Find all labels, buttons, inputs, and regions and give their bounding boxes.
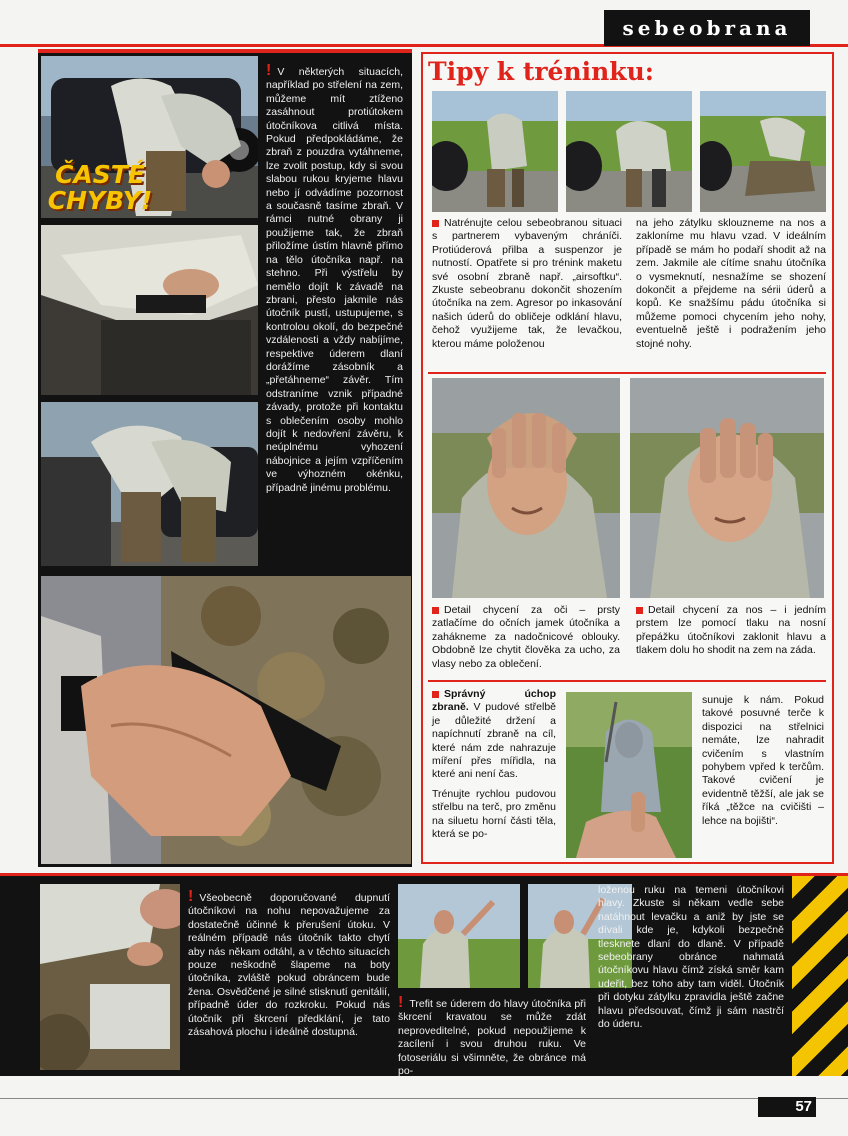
photo-pistol-closeup [41,576,411,864]
grip-text2: Trénujte rychlou pudovou střelbu na terč, pro změnu na siluetu horní části těla, která se po- [432,787,556,841]
left-text [266,64,403,495]
photo-nose-grab [630,378,824,598]
caption-eyes-text: Detail chycení za oči – prsty zatlačíme do očních jamek útočníka a zahákneme za nadočnicové oblouky. Obdobně lze chytit člověka za ucho, za vlasy nebo za oblečení. [432,604,620,670]
tips-col2-text: na jeho zátylku sklouzneme na nos a zakloníme mu hlavu vzad. V ideálním případě se mám ho podaří shodit až na zem. Jakmile ale cítíme snahu útočníka o vysmeknutí, nesnažíme se shození dokončit a přejdeme na sérii úderů a kopů. Ke snažšímu pádu útočníka si můžeme pomoci chycením jeho nohy, eventuelně ještě i podražením jeho stojné nohy. [636,217,826,350]
photo-drawing-pistol [41,225,258,395]
bottom-text2-body: Trefit se úderem do hlavy útočníka při škrcení kravatou se může zdát neproveditelné, pokud nepoužijeme k zacílení i svou druhou ruku. Ve fotoseriálu si všimněte, že obránce má po- [398,998,586,1078]
common-mistakes-heading: ČASTÉ CHYBY! [47,160,153,215]
grip-title: Správný úchop zbraně. [432,688,556,714]
photo-eye-grab [432,378,620,598]
left-text-body: V některých situacích, například po střelení na zem, můžeme mít ztíženo zasáhnout protiútokem útočníkova citlivá místa. Pokud předpokládáme, že zbraň z pouzdra vytáhneme, lze zvolit postup, kdy si svou slabou rukou kryjeme hlavu nebo jí odvádíme pozornost a současně tasíme zbraň. V rámci nutné obrany ji použijeme tak, že zbraň přiložíme ústím hlavně přímo na tělo útočníka např. na stehno. Při výstřelu by nemělo dojít k závadě na zbrani, přesto jakmile nás útočník pustí, ustupujeme, s kontrolou okolí, do bezpečné vzdálenosti a vždy nabíjíme, respektive úderem dlaní dorážíme zásobník a „přetáhneme“ závěr. Tím odstraníme vznik případné závady, protože při kontaktu s oblečením osoby mohlo dojít k nedovření závěru, k neúplnému vyhození nábojnice a jejím vzpříčením ve výhozném okénku, případně jinému problému. [266,66,403,494]
photo-strike-1 [398,884,520,988]
photo-training-3 [700,91,826,212]
photo-target-aim [566,692,692,858]
bottom-text2 [398,996,586,1078]
grip-text3: sunuje k nám. Pokud takové posuvné terče k dispozici na střelnici nemáte, lze nahradit cvičením s vlastním pohybem vpřed k terčům. Takové cvičení je evidentně těžší, ale jak se říká „těžce na cvičišti – lehce na bojišti“. [702,694,824,827]
bullet-icon [432,691,439,698]
tips-title: Tipy k tréninku: [428,57,655,86]
photo-bent-over [41,402,258,566]
caption-nose [636,604,826,658]
page-number: 57 [795,1098,812,1115]
bottom-text1 [188,890,390,1039]
hazard-stripes [792,876,848,1076]
section-label-box [604,10,810,46]
bullet-icon [432,607,439,614]
bullet-icon [432,220,439,227]
grip-text1: V pudové střelbě je důležité držení a napíchnutí zbraně na cíl, které nám zde nahrazuje míření přes mířidla, na které ani není čas. [432,701,556,781]
photo-training-1 [432,91,558,212]
grip-text-right [702,694,824,828]
exclamation-icon: ! [188,888,194,905]
bottom-text3 [598,884,784,1031]
photo-car-struggle [41,56,258,218]
tips-col1-text: Natrénujte celou sebeobranou situaci s partnerem vybaveným chráníči. Protiúderová přilba a suspenzor je nutností. Opatřete si pro trénink maketu své osobní zbraně např. „airsoftku“. Zkuste sebeobranu dokončit shozením útočníka na zem. Agresor po inkasování našich úderů do obličeje odklání hlavu, čehož využijeme tak, že levačkou, kterou máme položenou [432,217,622,350]
exclamation-icon: ! [266,62,272,79]
section-label: sebeobrana [622,16,792,40]
caption-eyes [432,604,620,671]
page-number-box [758,1097,816,1117]
exclamation-icon: ! [398,994,404,1011]
photo-groin-grab [40,884,180,1070]
tips-col1 [432,217,622,351]
grip-text-left [432,688,556,841]
caption-nose-text: Detail chycení za nos – i jedním prstem lze pomocí tlaku na nosní přepážku útočníkovi zaklonit hlavu a tlakem dolu ho shodit na zem na záda. [636,604,826,657]
bottom-text3-body: loženou ruku na temeni útočníkovi hlavy. Zkuste si někam vedle sebe natáhnout levačku a aniž by jste se dívali kde je, kdykoli bezpečně tlesknete dlaní do dlaně. V případě sebeobrany obránce nahmatá útočníkovu hlavu čímž získá směr kam udeřit, bez toho aby tam viděl. Útočník při dotyku zátylku zpravidla ještě začne hlavu předsouvat, čímž ji sám nastrčí do úderu. [598,884,784,1031]
tips-col2 [636,217,826,351]
photo-training-2 [566,91,692,212]
bottom-text1-body: Všeobecně doporučované dupnutí útočníkovi na nohu nepovažujeme za dostatečně účinné k přerušení útoku. V reálném případě nás útočník takto chytí aby nás někam odtáhl, a v těchto situacích pouze neškodně šlapeme na boty útočníka, zvláště pokud obráncem bude žena. Osvědčené je silné stisknutí genitálií, případně úder do rozkroku. Pokud nás útočník při škrcení předklání, je tato zásahová plochu i ideálně dostupná. [188,892,390,1039]
bullet-icon [636,607,643,614]
